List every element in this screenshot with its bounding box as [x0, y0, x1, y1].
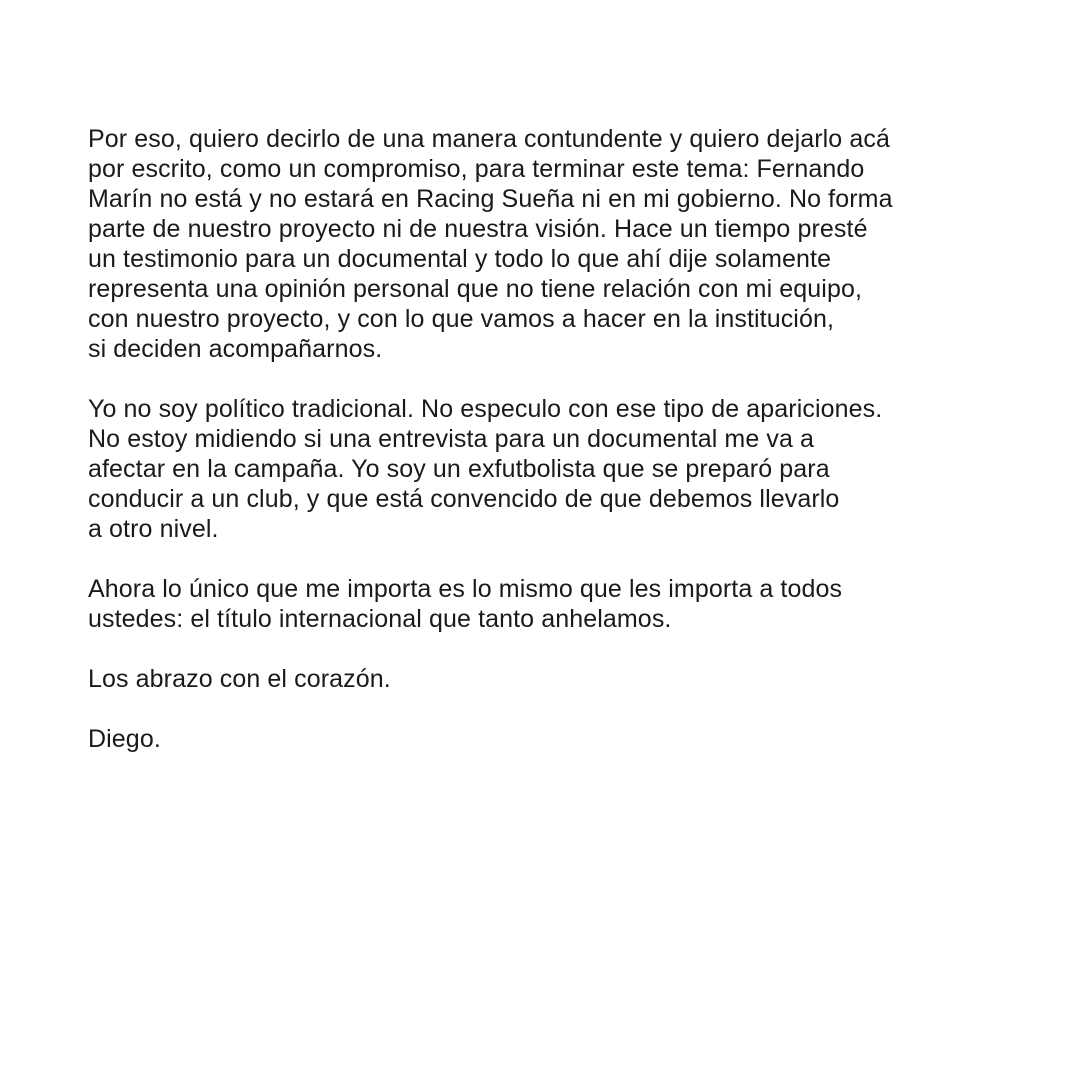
text-line: Yo no soy político tradicional. No especulo con ese tipo de apariciones. — [88, 395, 883, 423]
paragraph-3 — [88, 574, 1048, 634]
text-line: ustedes: el título internacional que tanto anhelamos. — [88, 605, 672, 633]
text-line: Marín no está y no estará en Racing Sueña ni en mi gobierno. No forma — [88, 185, 893, 213]
text-line: con nuestro proyecto, y con lo que vamos a hacer en la institución, — [88, 305, 835, 333]
text-line: afectar en la campaña. Yo soy un exfutbolista que se preparó para — [88, 455, 830, 483]
text-line: Ahora lo único que me importa es lo mismo que les importa a todos — [88, 575, 843, 603]
closing-line — [88, 664, 1048, 694]
text-line: representa una opinión personal que no tiene relación con mi equipo, — [88, 275, 862, 303]
text-line: No estoy midiendo si una entrevista para un documental me va a — [88, 425, 815, 453]
text-line: por escrito, como un compromiso, para terminar este tema: Fernando — [88, 155, 865, 183]
letter-body — [88, 124, 1048, 784]
text-line: conducir a un club, y que está convencido de que debemos llevarlo — [88, 485, 840, 513]
text-line: Los abrazo con el corazón. — [88, 665, 391, 693]
text-line: Diego. — [88, 725, 161, 753]
text-line: parte de nuestro proyecto ni de nuestra visión. Hace un tiempo presté — [88, 215, 868, 243]
text-line: si deciden acompañarnos. — [88, 335, 383, 363]
paragraph-1 — [88, 124, 1048, 364]
text-line: un testimonio para un documental y todo lo que ahí dije solamente — [88, 245, 832, 273]
text-line: a otro nivel. — [88, 515, 219, 543]
paragraph-2 — [88, 394, 1048, 544]
signature — [88, 724, 1048, 754]
text-line: Por eso, quiero decirlo de una manera contundente y quiero dejarlo acá — [88, 125, 890, 153]
